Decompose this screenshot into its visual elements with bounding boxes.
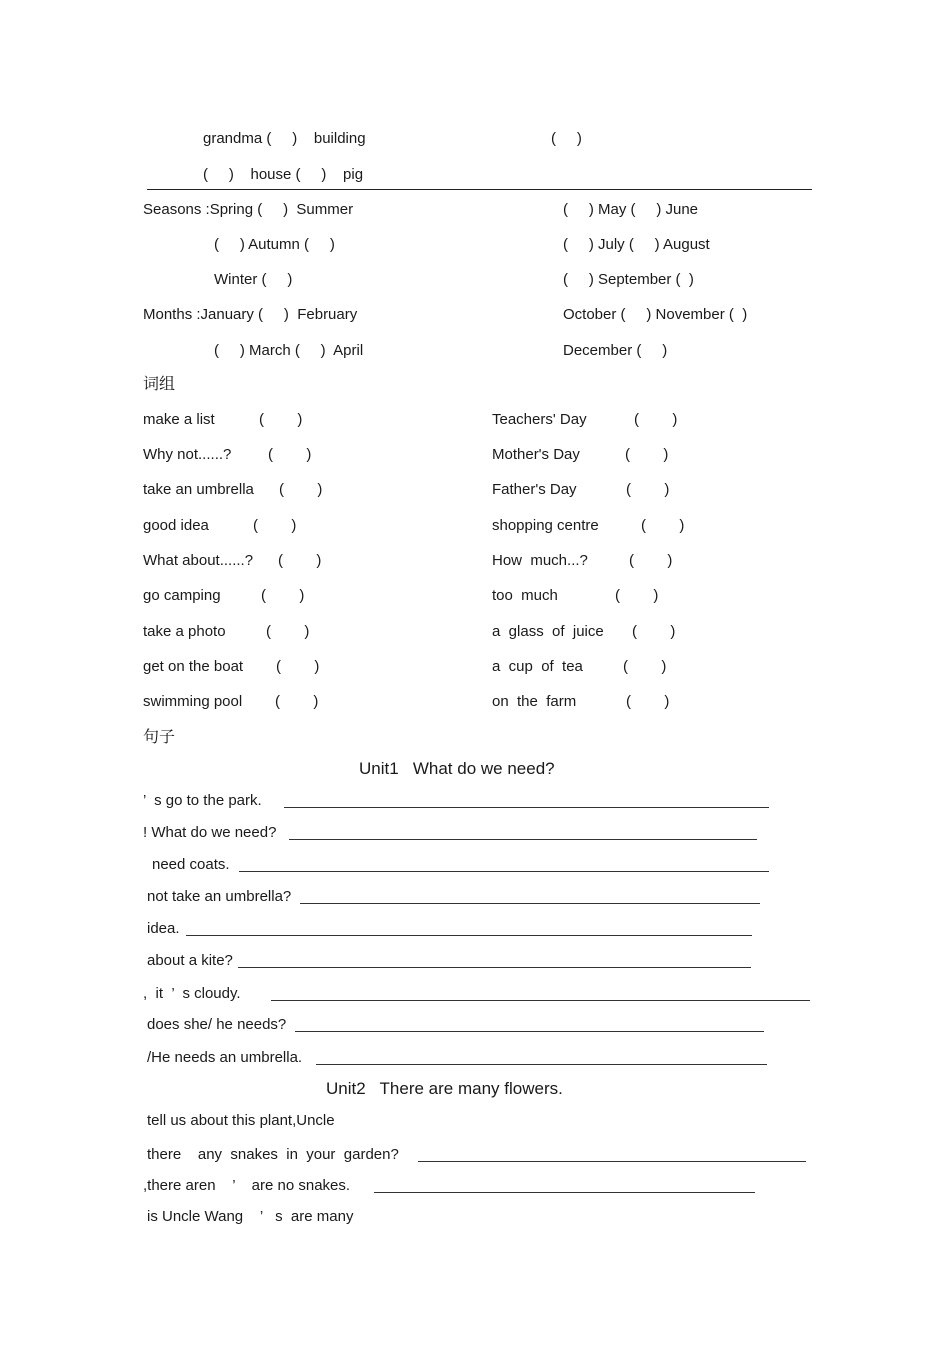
- unit1-sentence: /He needs an umbrella.: [147, 1049, 303, 1066]
- autumn-row-left: ( ) Autumn ( ): [214, 236, 335, 253]
- phrase-right: too much: [492, 587, 558, 604]
- phrase-right-paren: ( ): [615, 587, 659, 604]
- phrase-left-paren: ( ): [276, 658, 320, 675]
- months-row-right: October ( ) November ( ): [563, 306, 748, 323]
- march-row-left: ( ) March ( ) April: [214, 342, 364, 359]
- unit1-sentence: ’ s go to the park.: [143, 792, 262, 809]
- phrase-right: shopping centre: [492, 517, 599, 534]
- unit1-sentence: ! What do we need?: [143, 824, 277, 841]
- answer-line[interactable]: [238, 967, 751, 968]
- answer-line[interactable]: [186, 935, 752, 936]
- vocab-row-2-left: ( ) house ( ) pig: [203, 166, 364, 183]
- answer-line[interactable]: [271, 1000, 810, 1001]
- phrase-left: get on the boat: [143, 658, 244, 675]
- unit2-title: Unit2 There are many flowers.: [326, 1079, 563, 1098]
- march-row-right: December ( ): [563, 342, 668, 359]
- phrase-right: on the farm: [492, 693, 577, 710]
- phrase-left-paren: ( ): [275, 693, 319, 710]
- phrase-right: Mother's Day: [492, 446, 580, 463]
- unit1-sentence: about a kite?: [147, 952, 233, 969]
- phrase-right-paren: ( ): [626, 481, 670, 498]
- unit1-title: Unit1 What do we need?: [359, 759, 555, 778]
- answer-line[interactable]: [316, 1064, 767, 1065]
- seasons-row-left: Seasons :Spring ( ) Summer: [143, 201, 354, 218]
- phrase-left-paren: ( ): [278, 552, 322, 569]
- answer-line[interactable]: [374, 1192, 755, 1193]
- phrase-left-paren: ( ): [279, 481, 323, 498]
- unit1-sentence: need coats.: [152, 856, 230, 873]
- phrase-right: a glass of juice: [492, 623, 604, 640]
- unit2-sentence: is Uncle Wang ’ s are many: [147, 1208, 354, 1225]
- section-divider: [147, 189, 812, 190]
- vocab-row-1-right: ( ): [551, 130, 582, 147]
- phrase-left: swimming pool: [143, 693, 243, 710]
- phrase-left-paren: ( ): [266, 623, 310, 640]
- winter-row-right: ( ) September ( ): [563, 271, 694, 288]
- phrase-left: make a list: [143, 411, 215, 428]
- answer-line[interactable]: [239, 871, 769, 872]
- phrase-right: Teachers' Day: [492, 411, 587, 428]
- unit2-sentence: there any snakes in your garden?: [147, 1146, 399, 1163]
- phrase-left-paren: ( ): [259, 411, 303, 428]
- unit1-sentence: not take an umbrella?: [147, 888, 292, 905]
- unit2-sentence: ,there aren ’ are no snakes.: [143, 1177, 351, 1194]
- phrase-left: good idea: [143, 517, 209, 534]
- phrase-left: go camping: [143, 587, 221, 604]
- phrase-right-paren: ( ): [634, 411, 678, 428]
- phrase-left-paren: ( ): [268, 446, 312, 463]
- phrase-left: take an umbrella: [143, 481, 254, 498]
- phrase-right-paren: ( ): [626, 693, 670, 710]
- answer-line[interactable]: [284, 807, 769, 808]
- unit1-sentence: idea.: [147, 920, 180, 937]
- phrase-right-paren: ( ): [629, 552, 673, 569]
- seasons-row-right: ( ) May ( ) June: [563, 201, 699, 218]
- phrase-right: How much...?: [492, 552, 588, 569]
- answer-line[interactable]: [295, 1031, 764, 1032]
- unit1-sentence: does she/ he needs?: [147, 1016, 287, 1033]
- phrase-left: Why not......?: [143, 446, 232, 463]
- phrase-left: What about......?: [143, 552, 254, 569]
- phrase-left: take a photo: [143, 623, 226, 640]
- unit1-sentence: , it ’ s cloudy.: [143, 985, 241, 1002]
- phrase-right-paren: ( ): [625, 446, 669, 463]
- phrase-left-paren: ( ): [261, 587, 305, 604]
- winter-row-left: Winter ( ): [214, 271, 293, 288]
- autumn-row-right: ( ) July ( ) August: [563, 236, 710, 253]
- phrase-right-paren: ( ): [632, 623, 676, 640]
- months-row-left: Months :January ( ) February: [143, 306, 358, 323]
- phrase-right-paren: ( ): [641, 517, 685, 534]
- phrase-right: Father's Day: [492, 481, 577, 498]
- answer-line[interactable]: [300, 903, 760, 904]
- unit2-sentence: tell us about this plant,Uncle: [147, 1112, 335, 1129]
- phrase-right-paren: ( ): [623, 658, 667, 675]
- sentences-heading: 句子: [143, 727, 176, 746]
- vocab-row-1-left: grandma ( ) building: [203, 130, 366, 147]
- answer-line[interactable]: [289, 839, 757, 840]
- answer-line[interactable]: [418, 1161, 806, 1162]
- phrase-left-paren: ( ): [253, 517, 297, 534]
- phrases-heading: 词组: [143, 374, 176, 393]
- phrase-right: a cup of tea: [492, 658, 583, 675]
